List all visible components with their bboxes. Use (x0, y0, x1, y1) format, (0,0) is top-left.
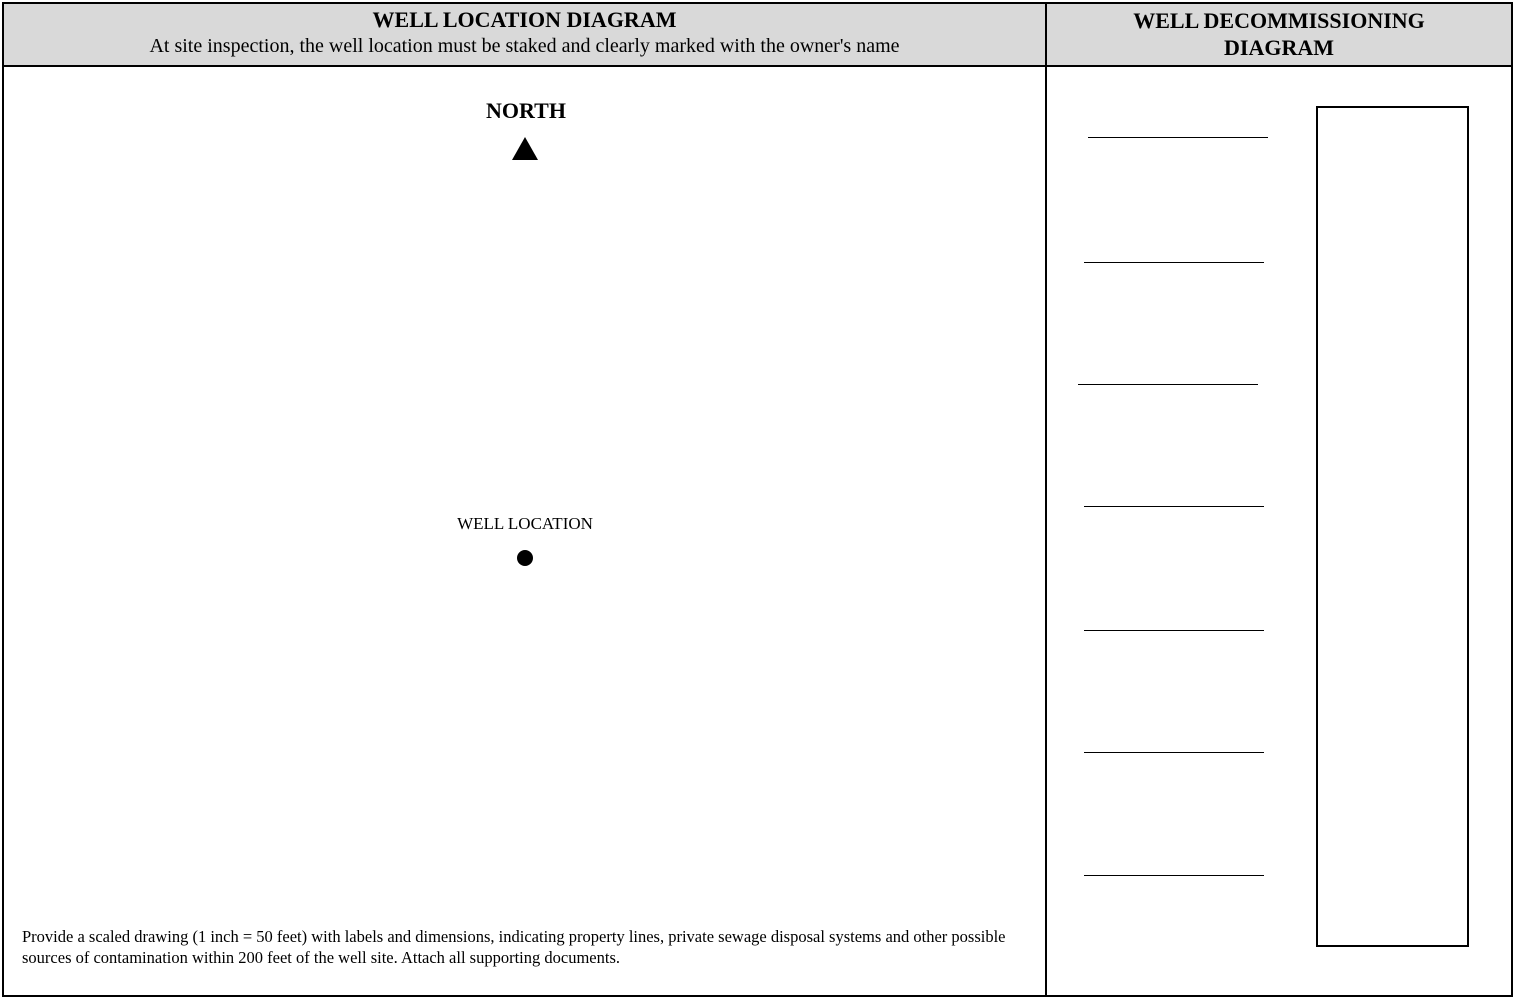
depth-label-blank-4[interactable] (1084, 506, 1264, 507)
north-label: NORTH (486, 98, 566, 123)
depth-label-blank-2[interactable] (1084, 262, 1264, 263)
depth-label-blank-6[interactable] (1084, 752, 1264, 753)
form-frame (2, 2, 1513, 997)
well-decommissioning-title-line1: WELL DECOMMISSIONING (1133, 8, 1425, 33)
depth-label-blank-3[interactable] (1078, 384, 1258, 385)
depth-label-blank-1[interactable] (1088, 137, 1268, 138)
drawing-instructions: Provide a scaled drawing (1 inch = 50 feet) with labels and dimensions, indicating property lines, private sewage disposal systems and other possible sources of contamination within 200 feet of the well site. Attach all supporting documents. (22, 927, 1006, 967)
well-location-header (4, 4, 1045, 65)
north-arrow-icon (512, 137, 538, 160)
well-location-title: WELL LOCATION DIAGRAM (372, 7, 677, 32)
well-location-label: WELL LOCATION (457, 514, 593, 533)
well-location-dot-icon (517, 550, 533, 566)
well-column-box[interactable] (1316, 106, 1469, 947)
column-divider (1045, 4, 1047, 995)
header-row (4, 4, 1511, 67)
well-location-subtitle: At site inspection, the well location must be staked and clearly marked with the owner's name (149, 35, 900, 57)
well-decommissioning-title-line2: DIAGRAM (1224, 35, 1334, 60)
well-decommissioning-header (1047, 4, 1511, 65)
depth-label-blank-7[interactable] (1084, 875, 1264, 876)
depth-label-blank-5[interactable] (1084, 630, 1264, 631)
